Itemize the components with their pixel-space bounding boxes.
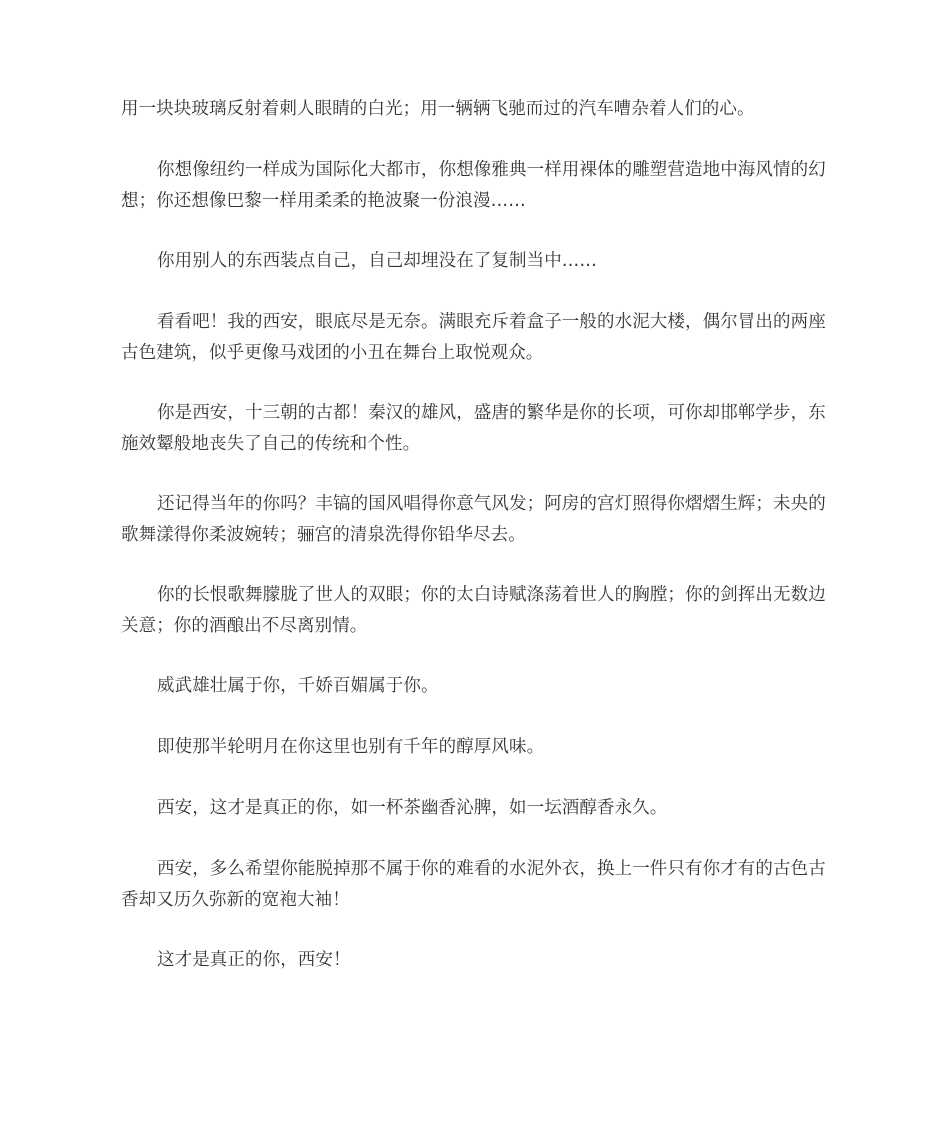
paragraph-11: 西安，多么希望你能脱掉那不属于你的难看的水泥外衣，换上一件只有你才有的古色古香却又历久弥新的宽袍大袖！ bbox=[121, 859, 826, 910]
paragraph-8: 威武雄壮属于你，千娇百媚属于你。 bbox=[157, 676, 439, 696]
paragraph-7: 你的长恨歌舞朦胧了世人的双眼；你的太白诗赋涤荡着世人的胸膛；你的剑挥出无数边关意；你的酒酿出不尽离别情。 bbox=[121, 585, 826, 636]
paragraph-4: 看看吧！我的西安，眼底尽是无奈。满眼充斥着盒子一般的水泥大楼，偶尔冒出的两座古色建筑，似乎更像马戏团的小丑在舞台上取悦观众。 bbox=[121, 312, 826, 363]
paragraph-10: 西安，这才是真正的你，如一杯茶幽香沁脾，如一坛酒醇香永久。 bbox=[157, 798, 668, 818]
paragraph-6: 还记得当年的你吗？丰镐的国风唱得你意气风发；阿房的宫灯照得你熠熠生辉；未央的歌舞漾得你柔波婉转；骊宫的清泉洗得你铅华尽去。 bbox=[121, 494, 826, 545]
paragraph-1: 用一块块玻璃反射着刺人眼睛的白光；用一辆辆飞驰而过的汽车嘈杂着人们的心。 bbox=[121, 99, 755, 119]
paragraph-5: 你是西安，十三朝的古都！秦汉的雄风，盛唐的繁华是你的长项，可你却邯郸学步，东施效颦般地丧失了自己的传统和个性。 bbox=[121, 403, 826, 454]
paragraph-2: 你想像纽约一样成为国际化大都市，你想像雅典一样用裸体的雕塑营造地中海风情的幻想；你还想像巴黎一样用柔柔的艳波聚一份浪漫…… bbox=[121, 160, 826, 211]
paragraph-3: 你用别人的东西装点自己，自己却埋没在了复制当中…… bbox=[157, 251, 597, 271]
paragraph-9: 即使那半轮明月在你这里也别有千年的醇厚风味。 bbox=[157, 737, 545, 757]
paragraph-12: 这才是真正的你，西安！ bbox=[157, 950, 351, 970]
